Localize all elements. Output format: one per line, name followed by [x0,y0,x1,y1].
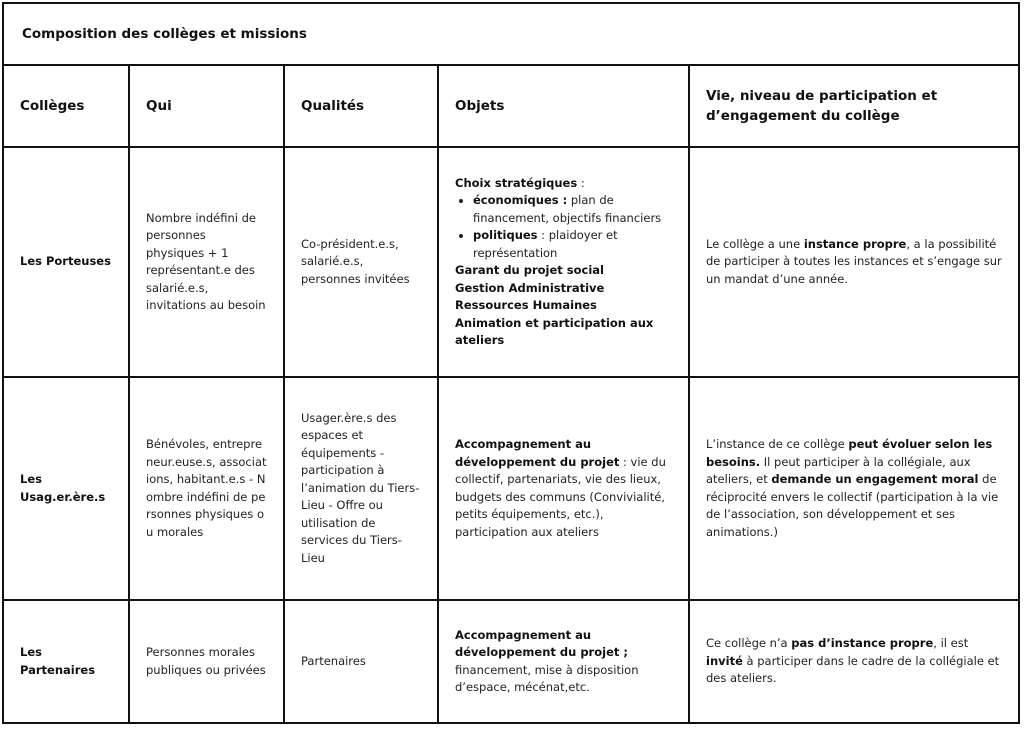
college-name: Les Partenaires [20,645,96,677]
header-objets [439,66,688,146]
college-name: Les Porteuses [20,254,111,269]
table-row-porteuses-college [4,148,128,376]
vie-text-bold: pas d’instance propre [791,636,934,651]
objets-intro-rest: : [577,175,585,190]
table-row-partenaires-qualites [285,601,437,722]
table-row-usagers-qui [130,378,283,599]
table-row-partenaires-qui [130,601,283,722]
objets-text: : vie du collectif, partenariats, vie des lieux, budgets des communs (Convivialité, petits équipements, etc.), participation aux ateliers [455,454,666,539]
vie-text-bold: instance propre [803,236,907,251]
objets-bold-line: Gestion Administrative [455,280,605,295]
header-qualites [285,66,437,146]
qualites-text: Partenaires [301,653,366,668]
objets-content [455,436,672,541]
header-vie-label: Vie, niveau de participation et d’engagement du collège [706,88,938,124]
vie-text [706,436,1002,541]
vie-text-part: L’instance de ce collège [706,437,849,451]
objets-bold-line: Animation et participation aux ateliers [455,315,654,347]
table-row-porteuses-objets [439,148,688,376]
objets-text: financement, mise à disposition d’espace, mécénat,etc. [455,662,639,694]
qualites-text: Usager.ère.s des espaces et équipements - participation à l’animation du Tiers-Lieu - Offre ou utilisation de services du Tiers-Lieu [301,410,420,565]
vie-text [706,236,1002,289]
vie-text [706,635,1002,688]
objets-content [455,175,672,350]
table-row-partenaires-vie [690,601,1018,722]
qui-text: Personnes morales publiques ou privées [146,645,266,677]
table-row-usagers-college [4,378,128,599]
table-row-porteuses-vie [690,148,1018,376]
header-qui [130,66,283,146]
vie-text-part: , il est [933,636,969,651]
bullet-text: plan de financement, objectifs financiers [473,193,662,225]
header-objets-label: Objets [455,98,505,114]
header-vie [690,66,1018,146]
header-colleges-label: Collèges [20,98,85,114]
vie-text-bold: peut évoluer selon les besoins. [706,437,993,469]
vie-text-part: Il peut participer à la collégiale, aux ateliers, et [706,454,971,486]
objets-content [455,627,672,697]
table-row-usagers-vie [690,378,1018,599]
vie-text-part: de réciprocité envers le collectif (participation à la vie de l’association, son développement et ses animations.) [706,472,999,539]
table-title: Composition des collèges et missions [22,26,307,42]
table-row-porteuses-qualites [285,148,437,376]
vie-text-part: Ce collège n’a [706,636,792,651]
header-qui-label: Qui [146,98,172,114]
objets-intro [455,175,672,193]
vie-text-part: , a la possibilité de participer à toutes les instances et s’engage sur un mandat d’une année. [706,236,1002,286]
objets-bold: Accompagnement au développement du projet ; [455,627,628,659]
vie-text-part: Le collège a une [706,236,804,251]
objets-intro-bold: Choix stratégiques [455,175,578,190]
objets-bullet-list [455,192,672,262]
vie-text-part: à participer dans le cadre de la collégiale et des ateliers. [706,653,1000,686]
qualites-text: Co-président.e.s, salarié.e.s, personnes invitées [301,236,410,286]
objets-bullet [473,192,672,227]
colleges-table [2,2,1020,724]
objets-bold: Accompagnement au développement du projet [455,437,620,469]
bullet-bold: économiques : [473,193,568,207]
qui-text: Bénévoles, entrepreneur.euse.s, associations, habitant.e.s - Nombre indéfini de personnes physiques ou morales [146,437,267,539]
vie-text-bold: invité [706,653,743,668]
table-row-porteuses-qui [130,148,283,376]
table-row-partenaires-college [4,601,128,722]
objets-bullet [473,227,672,262]
table-row-partenaires-objets [439,601,688,722]
qui-text: Nombre indéfini de personnes physiques + 1 représentant.e des salarié.e.s, invitations au besoin [146,210,266,312]
bullet-bold: politiques [473,228,538,242]
header-qualites-label: Qualités [301,98,365,114]
vie-text-bold: demande un engagement moral [771,472,979,486]
table-row-usagers-qualites [285,378,437,599]
header-colleges [4,66,128,146]
college-name: Les Usag.er.ère.s [20,472,106,504]
table-row-usagers-objets [439,378,688,599]
bullet-text: : plaidoyer et représentation [473,228,618,260]
objets-bold-line: Ressources Humaines [455,298,597,312]
objets-bold-line: Garant du projet social [455,263,604,277]
table-title-row [4,4,1018,66]
